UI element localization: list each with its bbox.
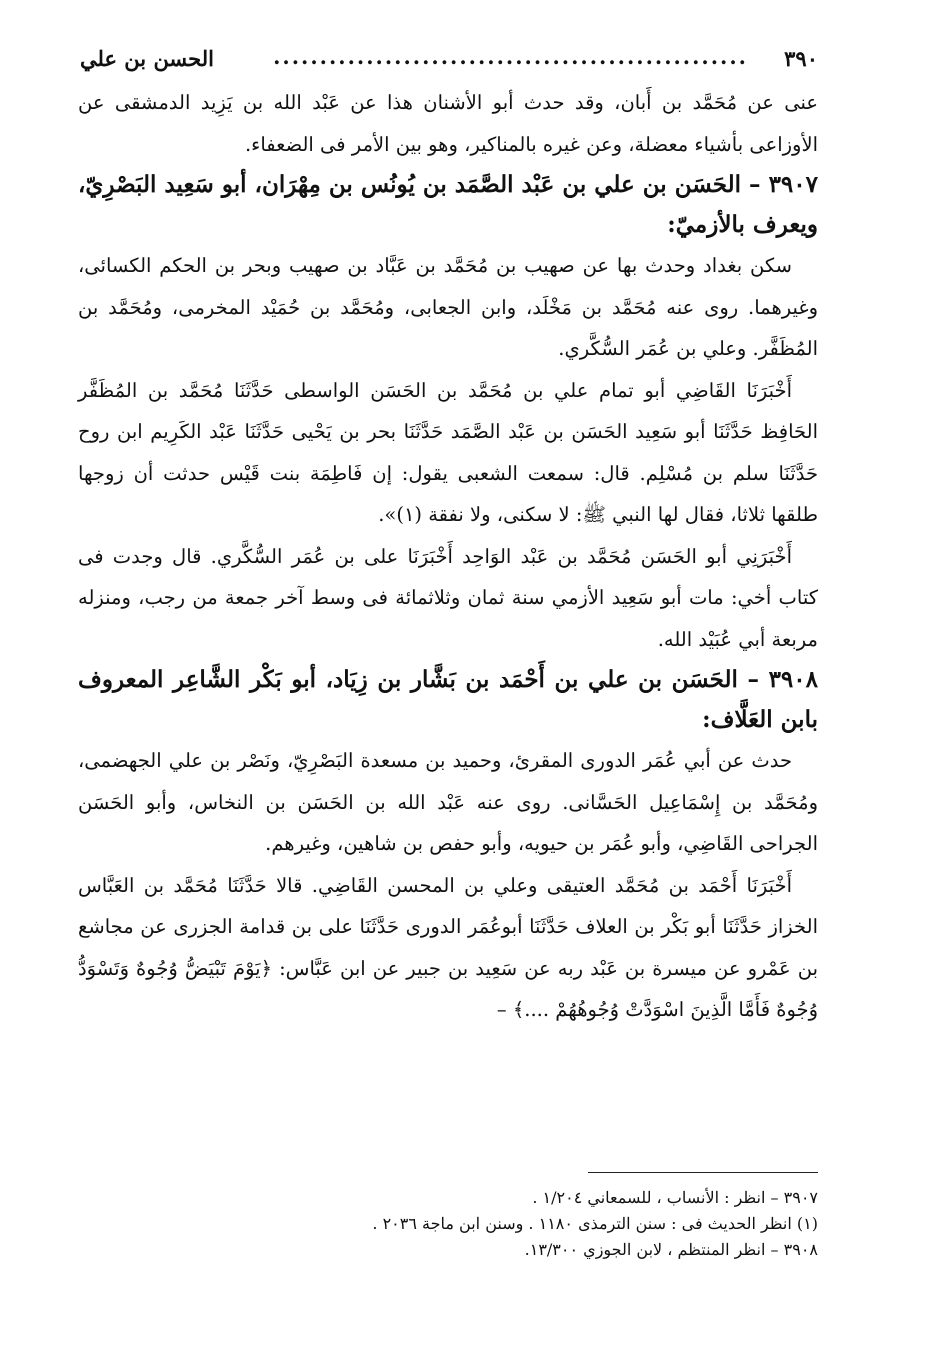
- page-body: [78, 82, 818, 1031]
- running-title: الحسن بن علي: [80, 46, 214, 71]
- paragraph-biography-3907: سكن بغداد وحدث بها عن صهيب بن مُحَمَّد بن عَبَّاد بن صهيب وبحر بن الحكم الكسائى، وغيرهما. روى عنه مُحَمَّد بن مَخْلَد، وابن الجعابى، ومُحَمَّد بن حُمَيْد المخرمى، ومُحَمَّد بن المُظَفَّر. وعلي بن عُمَر السُّكَّري.: [78, 254, 818, 360]
- paragraph-biography-3908: حدث عن أبي عُمَر الدورى المقرئ، وحميد بن مسعدة البَصْرِيّ، ونَصْر بن علي الجهضمى، ومُحَمَّد بن إِسْمَاعِيل الحَسَّانى. روى عنه عَبْد الله بن الحَسَن بن النخاس، وأبو الحَسَن الجراحى القَاضِي، وأبو عُمَر بن حيويه، وأبو حفص بن شاهين، وغيرهم.: [78, 749, 818, 855]
- page-header: [80, 42, 818, 76]
- footnote-divider: [588, 1172, 818, 1173]
- paragraph-death-3907: أَخْبَرَنِي أبو الحَسَن مُحَمَّد بن عَبْد الوَاحِد أَخْبَرَنَا على بن عُمَر السُّكَّري. قال وجدت فى كتاب أخي: مات أبو سَعِيد الأزمي سنة ثمان وثلاثمائة فى وسط آخر جمعة من رجب، ومنزله مربعة أبي عُبَيْد الله.: [78, 544, 818, 651]
- entry-heading-3907: ٣٩٠٧ – الحَسَن بن علي بن عَبْد الصَّمَد بن يُونُس بن مِهْرَان، أبو سَعِيد البَصْرِيّ، ويعرف بالأزميّ:: [78, 171, 818, 238]
- footnote-3907: ٣٩٠٧ – انظر : الأنساب ، للسمعاني ١/٢٠٤ .: [532, 1188, 818, 1207]
- paragraph-continuation: عنى عن مُحَمَّد بن أَبان، وقد حدث أبو الأشنان هذا عن عَبْد الله بن يَزِيد الدمشقى عن الأوزاعى بأشياء معضلة، وعن غيره بالمناكير، وهو بين الأمر فى الضعفاء.: [78, 91, 818, 156]
- header-dot-leader: ...................................................: [273, 44, 748, 69]
- paragraph-hadith-3907: أَخْبَرَنَا القَاضِي أبو تمام علي بن مُحَمَّد بن الحَسَن الواسطى حَدَّثَنَا مُحَمَّد بن المُظَفَّر الحَافِظ حَدَّثَنَا أبو سَعِيد الحَسَن بن عَبْد الصَّمَد حَدَّثَنَا بحر بن يَحْيى حَدَّثَنَا عَبْد الكَرِيم ابن روح حَدَّثَنَا سلم بن مُسْلِم. قال: سمعت الشعبى يقول: إن فَاطِمَة بنت قَيْس حدثت أن زوجها طلقها ثلاثا، فقال لها النبي ﷺ: لا سكنى، ولا نفقة (١)».: [78, 378, 818, 526]
- footnote-3908: ٣٩٠٨ – انظر المنتظم ، لابن الجوزي ١٣/٣٠٠.: [524, 1240, 818, 1259]
- footnote-1: (١) انظر الحديث فى : سنن الترمذى ١١٨٠ . وسنن ابن ماجة ٢٠٣٦ .: [372, 1214, 818, 1233]
- footnotes: [200, 1185, 818, 1263]
- entry-heading-3908: ٣٩٠٨ – الحَسَن بن علي بن أَحْمَد بن بَشَّار بن زِيَاد، أبو بَكْر الشَّاعِر المعروف بابن العَلَّاف:: [78, 666, 818, 733]
- paragraph-hadith-3908: أَخْبَرَنَا أَحْمَد بن مُحَمَّد العتيقى وعلي بن المحسن القَاضِي. قالا حَدَّثَنَا مُحَمَّد بن العَبَّاس الخزاز حَدَّثَنَا أبو بَكْر بن العلاف حَدَّثَنَا أبوعُمَر الدورى حَدَّثَنَا على بن قدامة الجزرى عن مجاشع بن عَمْرو عن ميسرة بن عَبْد ربه عن سَعِيد بن جبير عن ابن عَبَّاس: ﴿يَوْمَ تَبْيَضُّ وُجُوهٌ وَتَسْوَدُّ وُجُوهٌ فَأَمَّا الَّذِينَ اسْوَدَّتْ وُجُوهُهُمْ ....﴾ –: [78, 873, 818, 1021]
- page-number: ٣٩٠: [784, 46, 818, 71]
